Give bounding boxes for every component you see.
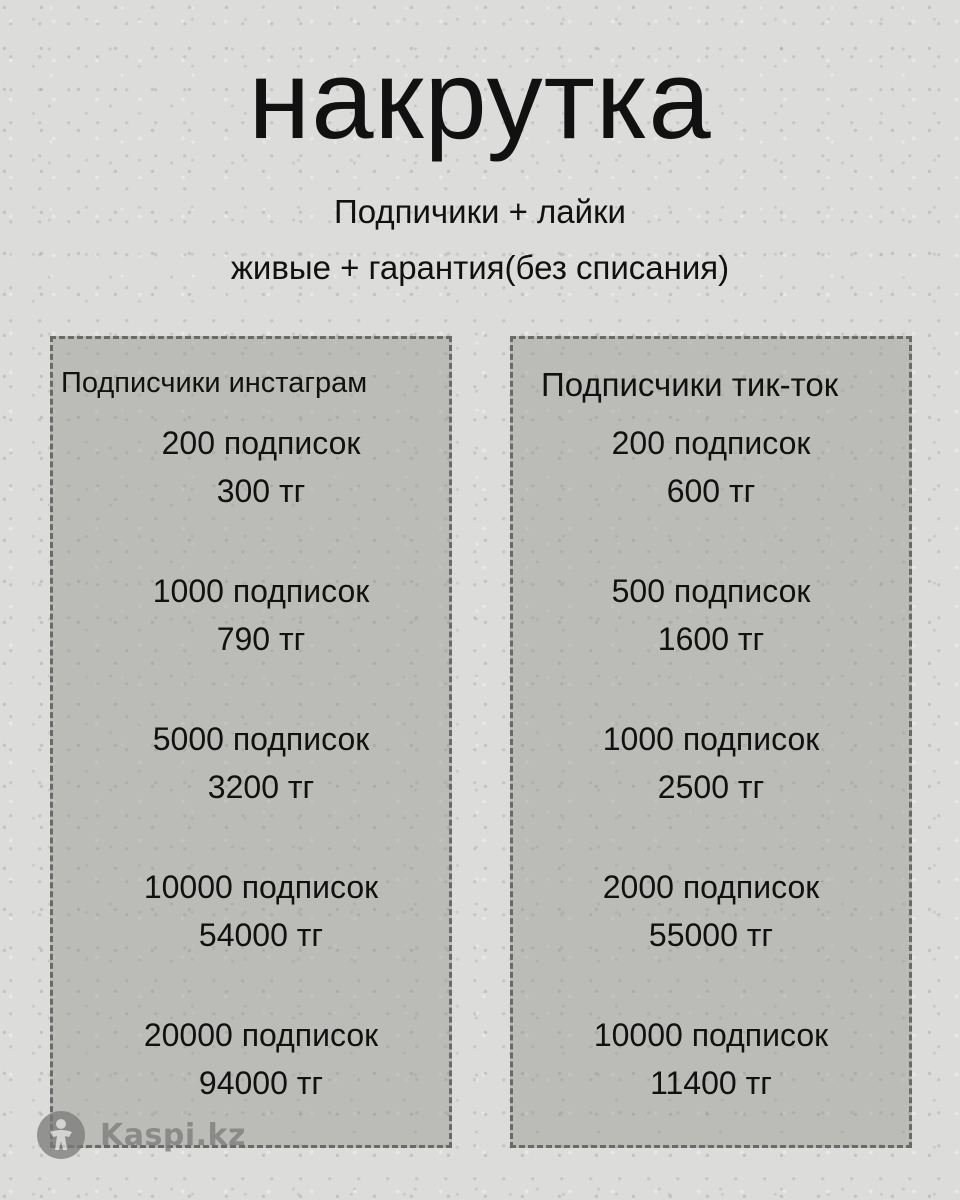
- tiktok-price-panel: [510, 336, 912, 1148]
- entry-quantity: 2000 подписок: [602, 869, 820, 905]
- price-entry: [63, 419, 459, 515]
- price-entry: [513, 715, 909, 811]
- entry-quantity: 10000 подписок: [593, 1017, 829, 1053]
- price-entry: [513, 567, 909, 663]
- entry-quantity: 20000 подписок: [143, 1017, 379, 1053]
- kaspi-watermark: [36, 1110, 246, 1160]
- entry-quantity: 200 подписок: [611, 425, 811, 461]
- entry-price: 3200 тг: [207, 769, 315, 805]
- price-entry: [63, 567, 459, 663]
- subtitle-line-2: живые + гарантия(без списания): [230, 249, 730, 286]
- entry-quantity: 5000 подписок: [152, 721, 370, 757]
- entry-price: 2500 тг: [657, 769, 765, 805]
- price-entry: [513, 419, 909, 515]
- entry-quantity: 500 подписок: [611, 573, 811, 609]
- price-entry: [63, 1011, 459, 1107]
- entry-quantity: 200 подписок: [161, 425, 361, 461]
- subtitle-line-1: Подпичики + лайки: [334, 193, 626, 230]
- instagram-price-panel: [50, 336, 452, 1148]
- entry-quantity: 10000 подписок: [143, 869, 379, 905]
- kaspi-logo-icon: [36, 1110, 86, 1160]
- entry-price: 11400 тг: [650, 1065, 772, 1101]
- entry-price: 94000 тг: [198, 1065, 324, 1101]
- entry-price: 55000 тг: [648, 917, 774, 953]
- watermark-text: Kaspi.kz: [100, 1117, 246, 1153]
- entry-price: 1600 тг: [657, 621, 765, 657]
- price-entry: [513, 1011, 909, 1107]
- entry-quantity: 1000 подписок: [152, 573, 370, 609]
- entry-quantity: 1000 подписок: [602, 721, 820, 757]
- entry-price: 790 тг: [216, 621, 306, 657]
- entry-price: 300 тг: [216, 473, 306, 509]
- entry-price: 54000 тг: [198, 917, 324, 953]
- instagram-panel-title: Подписчики инстаграм: [61, 367, 368, 399]
- tiktok-panel-title: Подписчики тик-ток: [541, 366, 839, 403]
- price-entry: [513, 863, 909, 959]
- price-entry: [63, 715, 459, 811]
- entry-price: 600 тг: [666, 473, 756, 509]
- page-title: накрутка: [248, 37, 712, 162]
- price-entry: [63, 863, 459, 959]
